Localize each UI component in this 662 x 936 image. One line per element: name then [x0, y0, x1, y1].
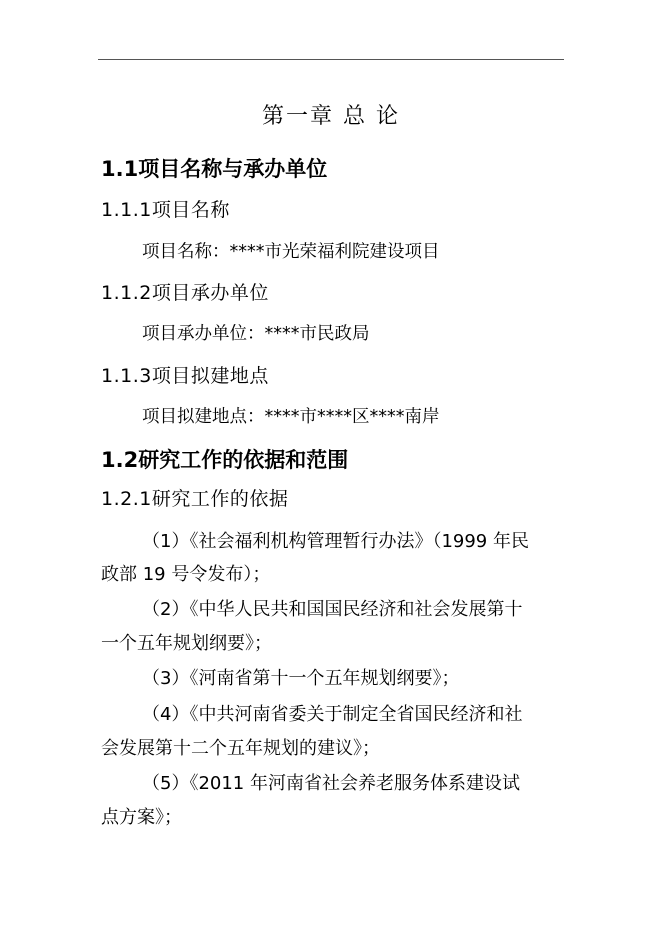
section-heading-1-1: 1.1项目名称与承办单位 — [101, 157, 328, 181]
subsection-heading-1-1-3: 1.1.3项目拟建地点 — [101, 365, 269, 387]
section-heading-1-2: 1.2研究工作的依据和范围 — [101, 448, 349, 472]
basis-item-3-line-1: （3）《河南省第十一个五年规划纲要》； — [142, 668, 460, 689]
basis-item-1-line-1: （1）《社会福利机构管理暂行办法》（1999 年民 — [142, 531, 529, 552]
project-location-line: 项目拟建地点：****市****区****南岸 — [142, 407, 440, 427]
basis-item-2-line-2: 一个五年规划纲要》； — [101, 633, 272, 654]
project-name-line: 项目名称：****市光荣福利院建设项目 — [142, 242, 440, 262]
subsection-heading-1-2-1: 1.2.1研究工作的依据 — [101, 488, 289, 510]
header-rule — [98, 59, 564, 60]
basis-item-5-line-1: （5）《2011 年河南省社会养老服务体系建设试 — [142, 773, 520, 794]
basis-item-4-line-1: （4）《中共河南省委关于制定全省国民经济和社 — [142, 704, 523, 725]
basis-item-5-line-2: 点方案》； — [101, 807, 182, 828]
subsection-heading-1-1-2: 1.1.2项目承办单位 — [101, 282, 269, 304]
chapter-title: 第一章 总 论 — [262, 104, 400, 129]
basis-item-4-line-2: 会发展第十二个五年规划的建议》； — [101, 738, 380, 759]
subsection-heading-1-1-1: 1.1.1项目名称 — [101, 199, 230, 221]
basis-item-2-line-1: （2）《中华人民共和国国民经济和社会发展第十 — [142, 599, 523, 620]
basis-item-1-line-2: 政部 19 号令发布）； — [101, 564, 271, 585]
project-organizer-line: 项目承办单位：****市民政局 — [142, 324, 370, 344]
